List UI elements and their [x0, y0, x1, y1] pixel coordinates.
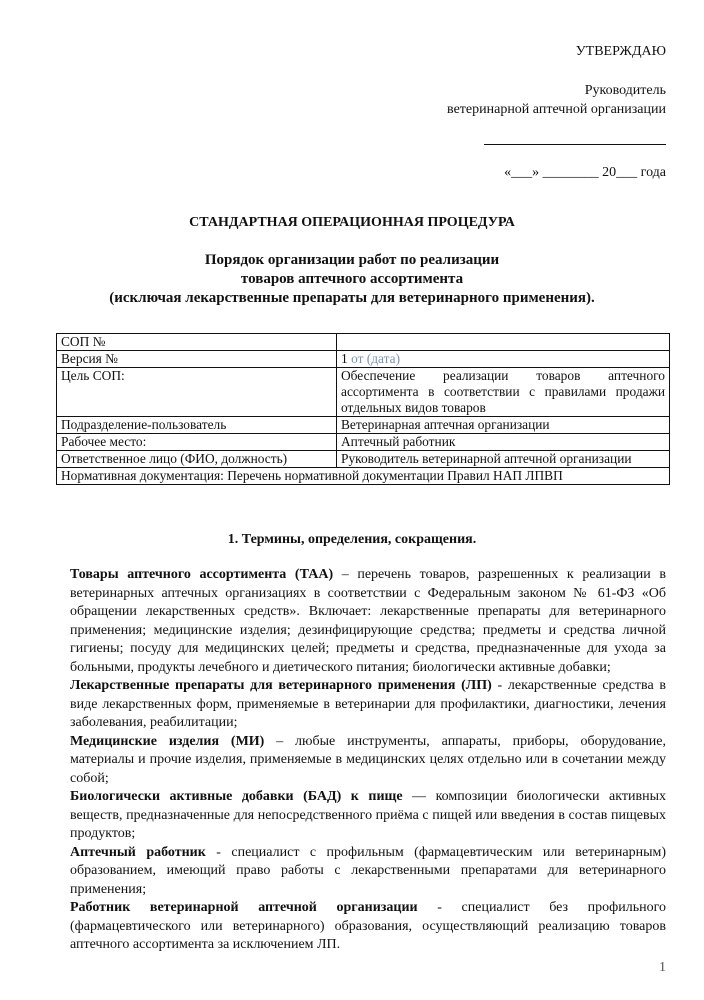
table-row	[57, 334, 670, 351]
version-number: 1	[341, 351, 348, 366]
table-row	[57, 434, 670, 451]
approval-title: УТВЕРЖДАЮ	[575, 44, 666, 59]
page-number: 1	[659, 960, 666, 975]
table-value	[337, 334, 670, 351]
definition-text: — композиции биологически активных веществ, предназначенные для непосредственного приёма с пищей или введения в состав пищевых продуктов;	[70, 789, 666, 841]
signature-line	[484, 144, 666, 145]
definition-item	[70, 844, 666, 900]
table-row	[57, 368, 670, 417]
version-date-note: от (дата)	[351, 351, 401, 366]
table-label: Ответственное лицо (ФИО, должность)	[57, 451, 337, 468]
document-title	[20, 251, 684, 308]
table-label: Цель СОП:	[57, 368, 337, 417]
definition-term: Медицинские изделия (МИ)	[70, 733, 265, 749]
definition-text: - специалист с профильным (фармацевтическим или ветеринарным) образованием, имеющий право работы с лекарственными препаратами для ветеринарного применения;	[70, 844, 666, 897]
table-label: СОП №	[57, 334, 337, 351]
table-label: Рабочее место:	[57, 434, 337, 451]
definition-term: Работник ветеринарной аптечной организации	[70, 900, 418, 915]
document-title-line1: Порядок организации работ по реализации	[204, 252, 500, 268]
definitions-list	[70, 566, 666, 955]
definition-text: - лекарственные средства в виде лекарственных форм, применяемые в ветеринарии для профилактики, диагностики, лечения заболевания, реабилитации;	[70, 678, 666, 730]
table-footer: Нормативная документация: Перечень нормативной документации Правил НАП ЛПВП	[57, 468, 670, 485]
definition-text: - специалист без профильного (фармацевтического или ветеринарного) образования, осуществляющий реализацию товаров аптечного ассортимента за исключением ЛП.	[70, 900, 666, 952]
definition-item	[70, 899, 666, 955]
table-row	[57, 468, 670, 485]
definition-term: Аптечный работник	[70, 844, 206, 860]
table-value: Обеспечение реализации товаров аптечного ассортимента в соответствии с правилами продажи отдельных видов товаров	[337, 368, 670, 417]
definition-item	[70, 788, 666, 844]
table-label: Подразделение-пользователь	[57, 417, 337, 434]
definition-term: Биологически активные добавки (БАД) к пище	[70, 789, 403, 804]
table-row	[57, 351, 670, 368]
table-row	[57, 451, 670, 468]
definition-item	[70, 733, 666, 789]
definition-text: – перечень товаров, разрешенных к реализации в ветеринарных аптечных организациях в соответствии с Федеральным законом № 61-ФЗ «Об обращении лекарственных средств». Включает: лекарственные препараты для ветеринарного применения; медицинские изделия; дезинфицирующие средства; предметы и средства личной гигиены; посуду для медицинских целей; предметы и средства, предназначенные для ухода за больными, продукты лечебного и диетического питания; биологически активные добавки;	[70, 567, 666, 675]
approval-role-line2: ветеринарной аптечной организации	[447, 102, 666, 117]
table-row	[57, 417, 670, 434]
document-heading: СТАНДАРТНАЯ ОПЕРАЦИОННАЯ ПРОЦЕДУРА	[189, 215, 515, 230]
section-title: 1. Термины, определения, сокращения.	[227, 532, 477, 547]
table-label: Версия №	[57, 351, 337, 368]
definition-item	[70, 677, 666, 733]
document-title-line3: (исключая лекарственные препараты для ветеринарного применения).	[109, 290, 595, 306]
definition-text: – любые инструменты, аппараты, приборы, оборудование, материалы и прочие изделия, применяемые в медицинских целях отдельно или в сочетании между собой;	[70, 733, 667, 786]
table-value: Аптечный работник	[337, 434, 670, 451]
document-title-line2: товаров аптечного ассортимента	[240, 271, 464, 287]
table-value-version	[337, 351, 670, 368]
approval-role-line1: Руководитель	[584, 83, 666, 98]
definition-term: Товары аптечного ассортимента (ТАА)	[70, 567, 334, 582]
definition-term: Лекарственные препараты для ветеринарного применения (ЛП)	[70, 678, 492, 693]
approval-role	[447, 81, 666, 119]
approval-date: «___» ________ 20___ года	[504, 165, 666, 180]
table-value: Ветеринарная аптечная организации	[337, 417, 670, 434]
sop-info-table	[56, 333, 670, 485]
table-value: Руководитель ветеринарной аптечной организации	[337, 451, 670, 468]
definition-item	[70, 566, 666, 677]
